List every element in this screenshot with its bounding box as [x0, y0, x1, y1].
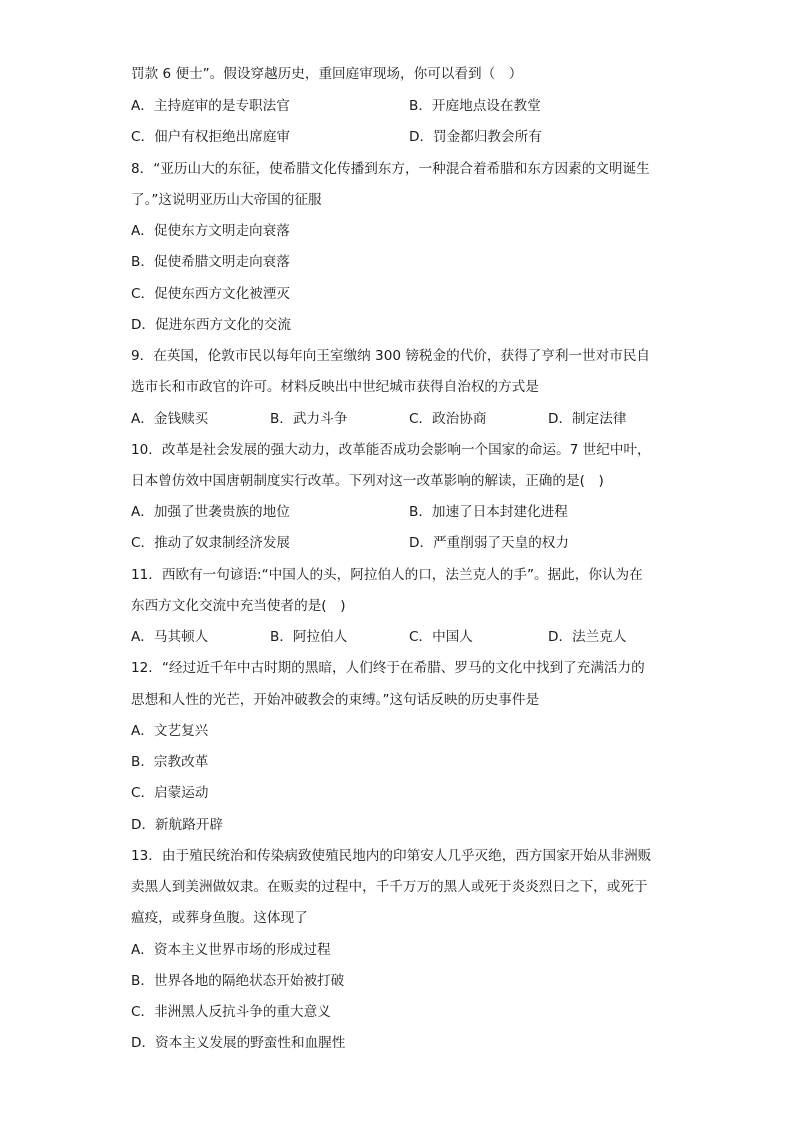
- q12-option-a: A．文艺复兴: [131, 723, 209, 739]
- q11-option-b: B．阿拉伯人: [270, 629, 348, 645]
- q8-option-c: C．促使东西方文化被湮灭: [131, 286, 291, 302]
- q9-stem-line-2: 选市长和市政官的许可。材料反映出中世纪城市获得自治权的方式是: [131, 379, 539, 395]
- q9-option-c: C．政治协商: [409, 411, 487, 427]
- q10-option-d: D．严重削弱了天皇的权力: [409, 535, 569, 551]
- q11-option-c: C．中国人: [409, 629, 473, 645]
- q13-option-a: A．资本主义世界市场的形成过程: [131, 942, 331, 958]
- q9-option-d: D．制定法律: [548, 411, 627, 427]
- q11-option-d: D．法兰克人: [548, 629, 627, 645]
- q12-stem-line-2: 思想和人性的光芒，开始冲破教会的束缚。”这句话反映的历史事件是: [131, 692, 540, 708]
- q8-option-b: B．促使希腊文明走向衰落: [131, 254, 290, 270]
- q12-stem-line-1: 12．“经过近千年中古时期的黑暗，人们终于在希腊、罗马的文化中找到了充满活力的: [131, 660, 645, 676]
- q13-stem-line-3: 瘟疫，或葬身鱼腹。这体现了: [131, 910, 308, 926]
- q8-option-d: D．促进东西方文化的交流: [131, 317, 291, 333]
- q12-option-d: D．新航路开辟: [131, 817, 224, 833]
- q11-stem-line-2: 东西方文化交流中充当使者的是( ): [131, 598, 346, 614]
- q11-stem-line-1: 11．西欧有一句谚语:“中国人的头，阿拉伯人的口，法兰克人的手”。据此，你认为在: [131, 567, 643, 583]
- q10-option-a: A．加强了世袭贵族的地位: [131, 504, 290, 520]
- q10-option-b: B．加速了日本封建化进程: [409, 504, 568, 520]
- q7-option-c: C．佃户有权拒绝出席庭审: [131, 129, 291, 145]
- q12-option-b: B．宗教改革: [131, 754, 209, 770]
- q9-option-b: B．武力斗争: [270, 411, 348, 427]
- q8-stem-line-1: 8．“亚历山大的东征，使希腊文化传播到东方，一种混合着希腊和东方因素的文明诞生: [131, 161, 650, 177]
- q7-option-b: B．开庭地点设在教堂: [409, 98, 541, 114]
- q9-option-a: A．金钱赎买: [131, 411, 209, 427]
- q7-stem-tail: 罚款 6 便士”。假设穿越历史，重回庭审现场，你可以看到（ ）: [131, 66, 523, 82]
- q13-option-b: B．世界各地的隔绝状态开始被打破: [131, 973, 345, 989]
- q9-stem-line-1: 9．在英国，伦敦市民以每年向王室缴纳 300 镑税金的代价，获得了亨利一世对市民自: [131, 348, 651, 364]
- q13-option-d: D．资本主义发展的野蛮性和血腥性: [131, 1035, 346, 1051]
- q13-stem-line-1: 13．由于殖民统治和传染病致使殖民地内的印第安人几乎灭绝，西方国家开始从非洲贩: [131, 848, 652, 864]
- q10-stem-line-1: 10．改革是社会发展的强大动力，改革能否成功会影响一个国家的命运。7 世纪中叶，: [131, 442, 651, 458]
- q12-option-c: C．启蒙运动: [131, 785, 209, 801]
- q8-option-a: A．促使东方文明走向衰落: [131, 223, 290, 239]
- q11-option-a: A．马其顿人: [131, 629, 209, 645]
- q7-option-a: A．主持庭审的是专职法官: [131, 98, 290, 114]
- q8-stem-line-2: 了。”这说明亚历山大帝国的征服: [131, 192, 322, 208]
- q10-stem-line-2: 日本曾仿效中国唐朝制度实行改革。下列对这一改革影响的解读，正确的是( ): [131, 473, 604, 489]
- q13-option-c: C．非洲黑人反抗斗争的重大意义: [131, 1004, 331, 1020]
- q13-stem-line-2: 卖黑人到美洲做奴隶。在贩卖的过程中，千千万万的黑人或死于炎炎烈日之下，或死于: [131, 879, 648, 895]
- q7-option-d: D．罚金都归教会所有: [409, 129, 542, 145]
- q10-option-c: C．推动了奴隶制经济发展: [131, 535, 291, 551]
